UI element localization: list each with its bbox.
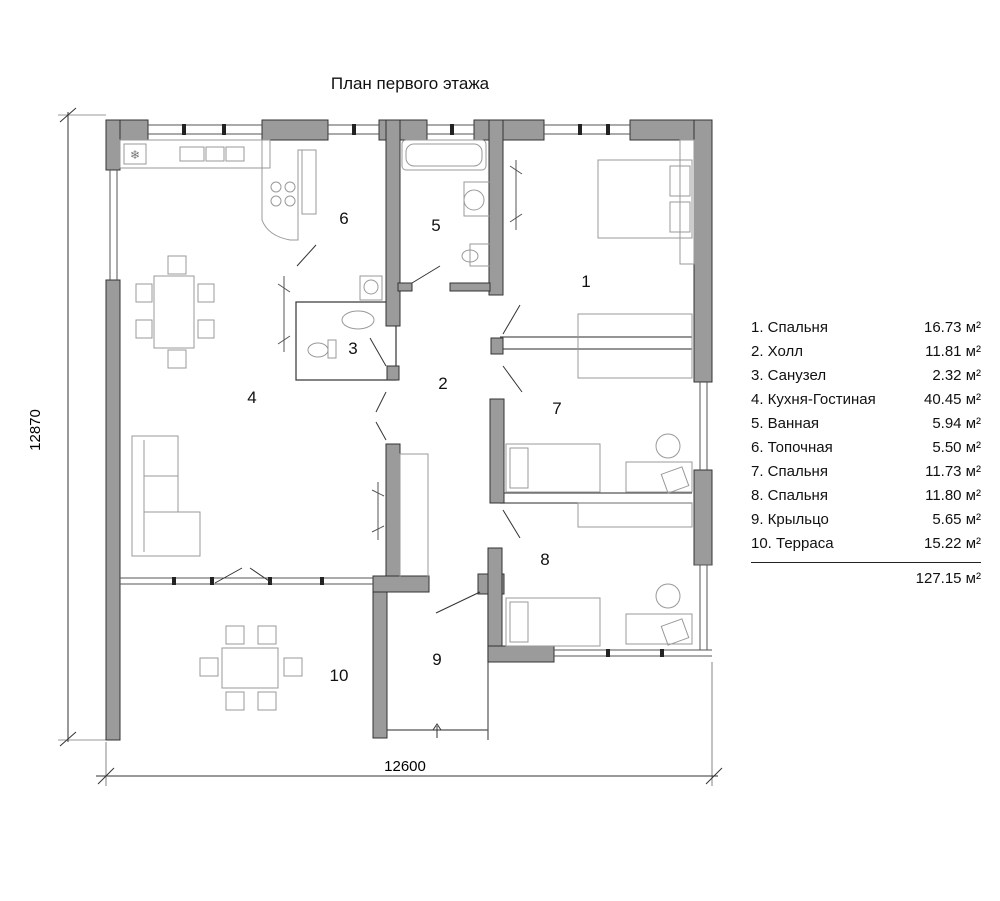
wall-mech-room: [386, 120, 400, 326]
legend-room-area: 5.50 м²: [932, 439, 981, 456]
wall-stub-toilet: [450, 283, 490, 291]
legend-room-name: 3. Санузел: [751, 367, 827, 384]
wall-top-center: [262, 120, 328, 140]
room-number-9: 9: [432, 650, 442, 669]
plan-title: План первого этажа: [330, 74, 490, 93]
legend-divider: [751, 562, 981, 563]
room-number-5: 5: [431, 216, 441, 235]
wall-bedroom8: [488, 548, 502, 662]
wall-living-divider: [386, 444, 400, 592]
wall-right-mid: [694, 470, 712, 565]
room-number-2: 2: [438, 374, 448, 393]
wall-bedroom8-bottom: [488, 646, 554, 662]
room-number-6: 6: [339, 209, 349, 228]
room-area-legend: [751, 316, 981, 591]
legend-room-area: 16.73 м²: [923, 319, 981, 336]
room-numbers: [247, 209, 590, 685]
legend-room-name: 5. Ванная: [751, 415, 820, 432]
legend-room-name: 9. Крыльцо: [751, 511, 829, 528]
wall-stub-bath: [398, 283, 412, 291]
legend-row: [751, 412, 981, 436]
legend-room-area: 11.73 м²: [925, 463, 981, 480]
doors: [215, 245, 522, 738]
kitchen-counter: [120, 140, 316, 240]
dining-table-living: [136, 256, 214, 368]
legend-room-area: 15.22 м²: [923, 535, 981, 552]
legend-row: [751, 364, 981, 388]
room-number-1: 1: [581, 272, 591, 291]
legend-row: [751, 340, 981, 364]
legend-room-name: 8. Спальня: [751, 487, 828, 504]
legend-room-area: 5.65 м²: [932, 511, 981, 528]
depth-dimension: 12870: [27, 409, 44, 451]
legend-room-name: 6. Топочная: [751, 439, 833, 456]
legend-room-name: 1. Спальня: [751, 319, 828, 336]
wall-bedroom7-pier: [490, 399, 504, 503]
legend-row: [751, 388, 981, 412]
wall-stub-bed1: [491, 338, 503, 354]
width-dimension: 12600: [384, 758, 426, 775]
sofa: [132, 436, 200, 556]
bed-bedroom-7: [506, 434, 692, 527]
legend-row: [751, 508, 981, 532]
wall-left-long: [106, 280, 120, 740]
walls: [106, 120, 712, 740]
terrace-dining-table: [200, 626, 302, 710]
room-number-8: 8: [540, 550, 550, 569]
bed-bedroom-8: [506, 584, 692, 646]
room-number-7: 7: [552, 399, 562, 418]
legend-room-area: 5.94 м²: [932, 415, 981, 432]
legend-room-name: 7. Спальня: [751, 463, 828, 480]
room-number-3: 3: [348, 339, 358, 358]
wardrobe-living: [400, 454, 428, 578]
legend-room-area: 40.45 м²: [923, 391, 981, 408]
legend-room-name: 2. Холл: [751, 343, 804, 360]
legend-room-area: 11.80 м²: [925, 487, 981, 504]
legend-row: [751, 436, 981, 460]
wall-stub-hall: [387, 366, 399, 380]
legend-room-name: 10. Терраса: [751, 535, 834, 552]
room-number-4: 4: [247, 388, 257, 407]
wall-bath-right: [489, 120, 503, 295]
legend-room-area: 2.32 м²: [932, 367, 981, 384]
room-number-10: 10: [329, 666, 349, 685]
wall-top-right-a: [474, 120, 544, 140]
legend-row: [751, 316, 981, 340]
legend-row: [751, 460, 981, 484]
legend-total-area: 127.15 м²: [915, 570, 981, 587]
wall-porch-left: [373, 576, 387, 738]
legend-row: [751, 484, 981, 508]
bed-bedroom-1: [578, 140, 694, 378]
interior-partitions: [296, 302, 692, 740]
legend-room-area: 11.81 м²: [925, 343, 981, 360]
wall-left-top: [106, 120, 120, 170]
legend-room-name: 4. Кухня-Гостиная: [751, 391, 876, 408]
legend-row: [751, 532, 981, 556]
svg-text:❄: ❄: [129, 148, 141, 162]
wall-right-top: [694, 120, 712, 382]
